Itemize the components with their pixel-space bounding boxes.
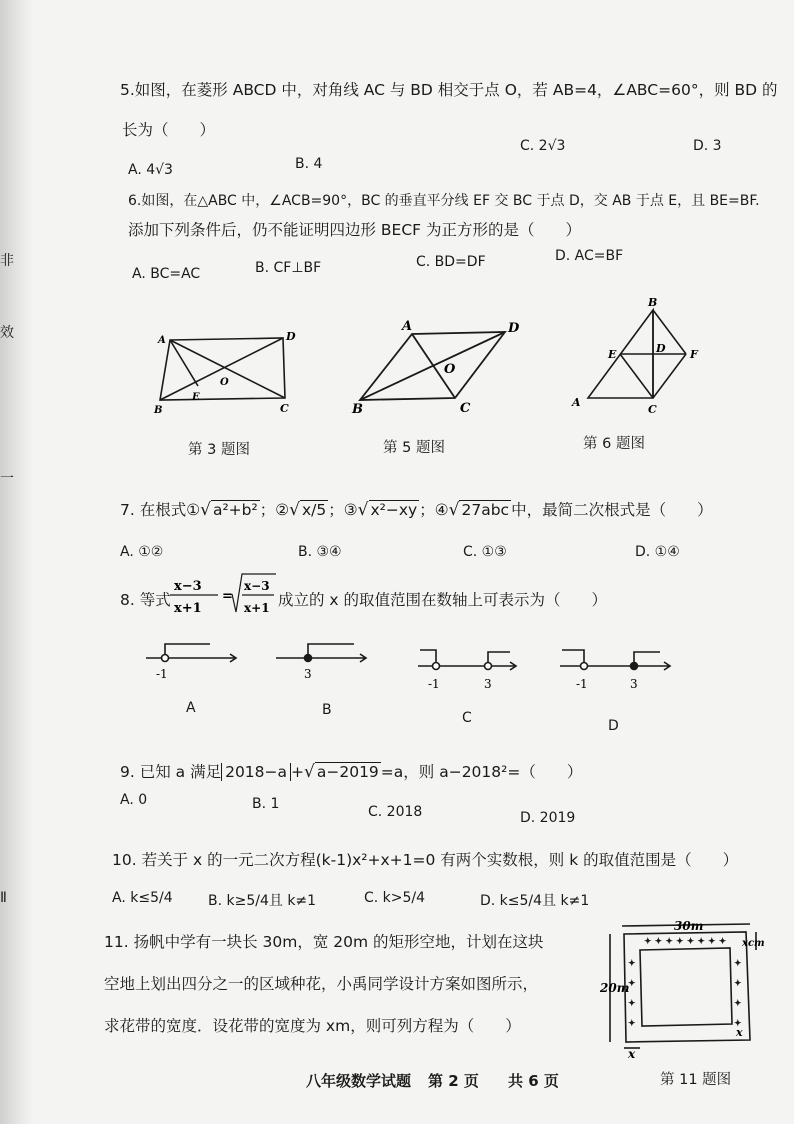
- q11-stem-line3: 求花带的宽度．设花带的宽度为 xm，则可列方程为（ ）: [104, 1017, 521, 1035]
- q6-option-a: A. BC=AC: [132, 266, 201, 282]
- q6-option-b: B. CF⊥BF: [255, 260, 322, 276]
- svg-text:xcm: xcm: [742, 938, 765, 949]
- q8-equation: [166, 570, 276, 620]
- abs-value: 2018−a: [221, 763, 291, 781]
- fig6-label-d: D: [656, 342, 666, 355]
- q5-stem-line2: 长为（ ）: [122, 121, 216, 139]
- footer-total: 共 6 页: [508, 1072, 559, 1090]
- fig6-label-a: A: [572, 396, 581, 409]
- q6-option-d: D. AC=BF: [555, 248, 624, 264]
- q11-figure: [600, 916, 780, 1064]
- q7-option-a: A. ①②: [120, 544, 164, 560]
- q10-option-d: D. k≤5/4且 k≠1: [480, 893, 590, 909]
- q9-option-a: A. 0: [120, 792, 148, 808]
- fig6-label-e: E: [608, 348, 617, 361]
- fig5-label-c: C: [460, 401, 471, 416]
- q8-option-d: D: [608, 718, 619, 734]
- q9-stem: 9. 已知 a 满足 2018−a +√ a−2019 =a，则 a−2018²=（ ）: [120, 762, 583, 782]
- svg-text:✦: ✦: [628, 979, 636, 989]
- margin-char: Ⅱ: [0, 890, 7, 906]
- fig5-label-b: B: [352, 402, 363, 417]
- q5-option-a: A. 4√3: [128, 162, 173, 178]
- fig6-label-c: C: [648, 403, 657, 416]
- svg-text:3: 3: [304, 667, 312, 681]
- svg-text:x+1: x+1: [244, 601, 270, 615]
- q5-option-d: D. 3: [693, 138, 722, 154]
- geometry-figures: [150, 290, 710, 425]
- svg-text:30m: 30m: [674, 919, 704, 933]
- fig6-label-f: F: [690, 348, 698, 361]
- q9-option-b: B. 1: [252, 796, 280, 812]
- q6-stem-line1: 6.如图，在△ABC 中，∠ACB=90°，BC 的垂直平分线 EF 交 BC 于点 D，交 AB 于点 E，且 BE=BF.: [128, 193, 760, 209]
- svg-text:x−3: x−3: [244, 579, 270, 593]
- fig3-label-o: O: [220, 377, 229, 388]
- q9-option-c: C. 2018: [368, 804, 423, 820]
- footer-page: 第 2 页: [428, 1072, 479, 1090]
- radical-q9: a−2019: [316, 763, 379, 781]
- q7-option-c: C. ①③: [463, 544, 507, 560]
- margin-char: 效: [0, 325, 14, 341]
- svg-text:20m: 20m: [600, 981, 630, 995]
- fig5-label-a: A: [402, 319, 413, 334]
- q7-option-b: B. ③④: [298, 544, 342, 560]
- svg-text:-1: -1: [576, 677, 588, 691]
- svg-text:✦ ✦ ✦ ✦ ✦ ✦ ✦ ✦: ✦ ✦ ✦ ✦ ✦ ✦ ✦ ✦: [644, 937, 727, 947]
- svg-text:x: x: [736, 1026, 743, 1039]
- svg-text:x−3: x−3: [174, 579, 202, 594]
- svg-text:3: 3: [484, 677, 492, 691]
- q5-stem-line1: 5.如图，在菱形 ABCD 中，对角线 AC 与 BD 相交于点 O，若 AB=4，∠ABC=60°，则 BD 的: [120, 81, 778, 99]
- radical-4: 27abc: [461, 501, 510, 519]
- q10-option-c: C. k>5/4: [364, 890, 426, 906]
- svg-text:-1: -1: [156, 667, 168, 681]
- fig3-label-b: B: [154, 405, 163, 416]
- radical-1: a²+b²: [212, 501, 258, 519]
- fig6-caption: 第 6 题图: [583, 436, 645, 452]
- figure-5-rhombus: [360, 332, 505, 400]
- svg-text:✦: ✦: [734, 959, 742, 969]
- q11-stem-line2: 空地上划出四分之一的区域种花，小禹同学设计方案如图所示，: [104, 975, 539, 993]
- fig3-label-d: D: [286, 330, 296, 343]
- fig6-label-b: B: [648, 296, 658, 309]
- scan-margin: [0, 0, 34, 1124]
- q5-option-b: B. 4: [295, 156, 323, 172]
- q11-stem-line1: 11. 扬帆中学有一块长 30m，宽 20m 的矩形空地，计划在这块: [104, 933, 544, 951]
- svg-text:x+1: x+1: [174, 601, 202, 616]
- fig5-label-d: D: [508, 321, 520, 336]
- q10-stem: 10. 若关于 x 的一元二次方程(k-1)x²+x+1=0 有两个实数根，则 k 的取值范围是（ ）: [112, 851, 739, 869]
- q6-stem-line2: 添加下列条件后，仍不能证明四边形 BECF 为正方形的是（ ）: [128, 221, 582, 239]
- svg-text:=: =: [222, 589, 233, 604]
- q8-stem-suffix: 成立的 x 的取值范围在数轴上可表示为（ ）: [278, 591, 608, 609]
- svg-text:✦: ✦: [734, 999, 742, 1009]
- q5-option-c: C. 2√3: [520, 138, 566, 154]
- svg-text:3: 3: [630, 677, 638, 691]
- q7-stem: 7. 在根式①√ a²+b² ；②√ x/5 ；③√ x²−xy ；④√ 27abc 中，最简二次根式是（ ）: [120, 500, 713, 520]
- radical-2: x/5: [301, 501, 327, 519]
- q8-option-b: B: [322, 702, 332, 718]
- footer-title: 八年级数学试题: [306, 1072, 412, 1090]
- q10-option-a: A. k≤5/4: [112, 890, 173, 906]
- figure-3-rectangle: [160, 338, 285, 400]
- margin-char: 一: [0, 471, 14, 487]
- margin-char: 非: [0, 253, 14, 269]
- svg-text:✦: ✦: [734, 979, 742, 989]
- q8-option-a: A: [186, 700, 196, 716]
- svg-text:✦: ✦: [734, 1019, 742, 1029]
- fig3-label-e: E: [192, 392, 200, 403]
- q7-option-d: D. ①④: [635, 544, 680, 560]
- fig5-caption: 第 5 题图: [383, 440, 445, 456]
- svg-text:✦: ✦: [628, 999, 636, 1009]
- svg-text:✦: ✦: [628, 1019, 636, 1029]
- radical-3: x²−xy: [370, 501, 418, 519]
- figure-6-triangle: [588, 310, 686, 398]
- fig3-label-a: A: [158, 335, 166, 346]
- q9-option-d: D. 2019: [520, 810, 576, 826]
- svg-text:x: x: [628, 1047, 636, 1061]
- fig5-label-o: O: [444, 362, 456, 377]
- q8-stem: 8. 等式: [120, 591, 171, 609]
- svg-text:✦: ✦: [628, 959, 636, 969]
- q10-option-b: B. k≥5/4且 k≠1: [208, 893, 317, 909]
- svg-text:-1: -1: [428, 677, 440, 691]
- fig3-caption: 第 3 题图: [188, 442, 250, 458]
- fig3-label-c: C: [280, 402, 289, 415]
- q6-option-c: C. BD=DF: [416, 254, 486, 270]
- fig11-caption: 第 11 题图: [660, 1072, 732, 1088]
- q8-option-c: C: [462, 710, 472, 726]
